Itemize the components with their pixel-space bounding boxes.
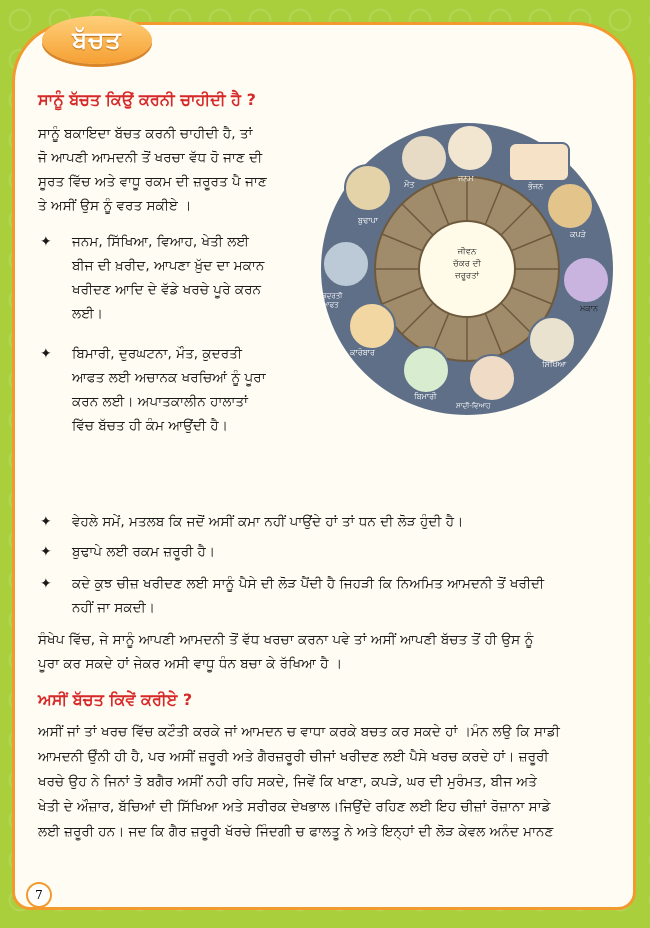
intro-line: ਤੇ ਅਸੀਂ ਉਸ ਨੂੰ ਵਰਤ ਸਕੀਏ । bbox=[38, 198, 192, 214]
center-line: ਚੱਕਰ ਦੀ bbox=[453, 259, 481, 269]
food-illustration bbox=[508, 142, 570, 182]
body-line: ਖੇਤੀ ਦੇ ਔਜ਼ਾਰ, ਬੱਚਿਆਂ ਦੀ ਸਿੱਖਿਆ ਅਤੇ ਸਰੀਰਕ ਦੇਖਭਾਲ।ਜਿਉਂਦੇ ਰਹਿਣ ਲਈ ਇਹ ਚੀਜ਼ਾਂ ਰੋਜ਼ਾਨਾ ਸਾਡੇ bbox=[38, 799, 551, 815]
house-illustration bbox=[562, 256, 610, 304]
center-line: ਜੀਵਨ bbox=[457, 247, 477, 257]
clothes-illustration bbox=[546, 182, 594, 230]
label-death: ਮੌਤ bbox=[404, 180, 415, 189]
label-house: ਮਕਾਨ bbox=[580, 304, 599, 313]
bullet-old-age bbox=[40, 540, 620, 566]
label-old-age: ਬੁਢਾਪਾ bbox=[358, 216, 378, 225]
marriage-illustration bbox=[468, 354, 516, 402]
page-number: 7 bbox=[26, 882, 52, 908]
wheel-center-text bbox=[436, 246, 498, 282]
bullet-special-purchase bbox=[40, 572, 620, 624]
death-illustration bbox=[400, 134, 448, 182]
how-save-paragraph bbox=[38, 720, 624, 845]
bullet-line: ਬੁਢਾਪੇ ਲਈ ਰਕਮ ਜ਼ਰੂਰੀ ਹੈ। bbox=[72, 544, 216, 560]
bullet-marker-icon: ✦ bbox=[40, 544, 52, 560]
bullet-idle-time bbox=[40, 510, 620, 536]
life-cycle-wheel-illustration bbox=[318, 120, 616, 418]
bullet-marker-icon: ✦ bbox=[40, 576, 52, 592]
bullet-marker-icon: ✦ bbox=[40, 346, 52, 362]
birth-illustration bbox=[446, 124, 494, 172]
label-marriage: ਸਾਦੀ-ਵਿਆਹ bbox=[456, 402, 491, 410]
bullet-line: ਜਨਮ, ਸਿੱਖਿਆ, ਵਿਆਹ, ਖੇਤੀ ਲਈ bbox=[72, 234, 250, 250]
body-line: ਖਰਚੇ ਉਹ ਨੇ ਜਿਨਾਂ ਤੋ ਬਗੈਰ ਅਸੀਂ ਨਹੀ ਰਹਿ ਸਕਦੇ, ਜਿਵੇਂ ਕਿ ਖਾਣਾ, ਕਪੜੇ, ਘਰ ਦੀ ਮੁਰੰਮਤ, ਬੀਜ ਅਤੇ bbox=[38, 774, 537, 790]
label-clothes: ਕਪੜੇ bbox=[570, 230, 586, 239]
body-line: ਲਈ ਜ਼ਰੂਰੀ ਹਨ। ਜਦ ਕਿ ਗੈਰ ਜ਼ਰੂਰੀ ਖੱਰਚੇ ਜਿੰਦਗੀ ਚ ਫਾਲਤੂ ਨੇ ਅਤੇ ਇਨ੍ਹਾਂ ਦੀ ਲੋੜ ਕੇਵਲ ਅਨੰਦ ਮਾਨਣ bbox=[38, 824, 554, 840]
summary-line: ਸੰਖੇਪ ਵਿੱਚ, ਜੇ ਸਾਨੂੰ ਆਪਣੀ ਆਮਦਨੀ ਤੋਂ ਵੱਧ ਖਰਚਾ ਕਰਨਾ ਪਵੇ ਤਾਂ ਅਸੀਂ ਆਪਣੀ ਬੱਚਤ ਤੋਂ ਹੀ ਉਸ ਨੂੰ bbox=[38, 632, 534, 648]
section-heading-why-save: ਸਾਨੂੰ ਬੱਚਤ ਕਿਉਂ ਕਰਨੀ ਚਾਹੀਦੀ ਹੈ ? bbox=[38, 90, 256, 109]
bullet-line: ਲਈ। bbox=[72, 306, 103, 322]
bullet-emergencies bbox=[40, 342, 318, 442]
intro-line: ਸੂਰਤ ਵਿੱਚ ਅਤੇ ਵਾਧੂ ਰਕਮ ਦੀ ਜ਼ਰੂਰਤ ਪੈ ਜਾਣ bbox=[38, 174, 267, 190]
bullet-line: ਵਿੱਚ ਬੱਚਤ ਹੀ ਕੰਮ ਆਉਂਦੀ ਹੈ। bbox=[72, 418, 228, 434]
label-disaster: ਕੁਦਰਤੀ ਆਫਤ bbox=[322, 292, 343, 309]
intro-line: ਸਾਨੂੰ ਬਕਾਇਦਾ ਬੱਚਤ ਕਰਨੀ ਚਾਹੀਦੀ ਹੈ, ਤਾਂ bbox=[38, 126, 253, 142]
old-age-illustration bbox=[344, 164, 392, 212]
summary-paragraph bbox=[38, 628, 624, 676]
illness-illustration bbox=[402, 346, 450, 394]
bullet-marker-icon: ✦ bbox=[40, 234, 52, 250]
center-line: ਜ਼ਰੂਰਤਾਂ bbox=[455, 271, 479, 281]
bullet-line: ਨਹੀਂ ਜਾ ਸਕਦੀ। bbox=[72, 600, 155, 616]
intro-paragraph bbox=[38, 122, 318, 218]
bullet-large-expenses bbox=[40, 230, 318, 330]
bullet-line: ਬਿਮਾਰੀ, ਦੁਰਘਟਨਾ, ਮੌਤ, ਕੁਦਰਤੀ bbox=[72, 346, 242, 362]
bullet-line: ਵੇਹਲੇ ਸਮੇਂ, ਮਤਲਬ ਕਿ ਜਦੋਂ ਅਸੀਂ ਕਮਾ ਨਹੀਂ ਪਾਉਂਦੇ ਹਾਂ ਤਾਂ ਧਨ ਦੀ ਲੋੜ ਹੁੰਦੀ ਹੈ। bbox=[72, 514, 464, 530]
bullet-line: ਖਰੀਦਣ ਆਦਿ ਦੇ ਵੱਡੇ ਖਰਚੇ ਪੂਰੇ ਕਰਨ bbox=[72, 282, 262, 298]
section-heading-how-save: ਅਸੀਂ ਬੱਚਤ ਕਿਵੇਂ ਕਰੀਏ ? bbox=[38, 690, 193, 709]
body-line: ਅਸੀਂ ਜਾਂ ਤਾਂ ਖਰਚ ਵਿੱਚ ਕਟੌਤੀ ਕਰਕੇ ਜਾਂ ਆਮਦਨ ਚ ਵਾਧਾ ਕਰਕੇ ਬਚਤ ਕਰ ਸਕਦੇ ਹਾਂ ।ਮੰਨ ਲਉ ਕਿ ਸਾਡੀ bbox=[38, 724, 560, 740]
summary-line: ਪੂਰਾ ਕਰ ਸਕਦੇ ਹਾਂ ਜੇਕਰ ਅਸੀ ਵਾਧੂ ਧੰਨ ਬਚਾ ਕੇ ਰੱਖਿਆ ਹੈ । bbox=[38, 656, 343, 672]
label-illness: ਬਿਮਾਰੀ bbox=[414, 392, 437, 401]
bullet-line: ਬੀਜ ਦੀ ਖ਼ਰੀਦ, ਆਪਣਾ ਖ਼ੁੱਦ ਦਾ ਮਕਾਨ bbox=[72, 258, 265, 274]
education-illustration bbox=[528, 316, 576, 364]
bullet-line: ਕਦੇ ਕੁਝ ਚੀਜ਼ ਖਰੀਦਣ ਲਈ ਸਾਨੂੰ ਪੈਸੇ ਦੀ ਲੋੜ ਪੈਂਦੀ ਹੈ ਜਿਹੜੀ ਕਿ ਨਿਅਮਿਤ ਆਮਦਨੀ ਤੋਂ ਖਰੀਦੀ bbox=[72, 576, 545, 592]
intro-line: ਜੋ ਆਪਣੀ ਆਮਦਨੀ ਤੋਂ ਖਰਚਾ ਵੱਧ ਹੋ ਜਾਣ ਦੀ bbox=[38, 150, 263, 166]
label-birth: ਜਨਮ bbox=[458, 174, 474, 183]
label-education: ਸਿੱਖਿਆ bbox=[542, 360, 567, 369]
bullet-marker-icon: ✦ bbox=[40, 514, 52, 530]
chapter-title-badge: ਬੱਚਤ bbox=[42, 16, 152, 64]
label-food: ਭੋਜਨ bbox=[528, 182, 544, 191]
bullet-line: ਕਰਨ ਲਈ। ਅਪਾਤਕਾਲੀਨ ਹਾਲਾਤਾਂ bbox=[72, 394, 248, 410]
bullet-line: ਆਫਤ ਲਈ ਅਚਾਨਕ ਖਰਚਿਆਂ ਨੂੰ ਪੂਰਾ bbox=[72, 370, 266, 386]
body-line: ਆਮਦਨੀ ਉੰਨੀ ਹੀ ਹੈ, ਪਰ ਅਸੀਂ ਜ਼ਰੂਰੀ ਅਤੇ ਗੈਰਜ਼ਰੂਰੀ ਚੀਜਾਂ ਖਰੀਦਣ ਲਈ ਪੈਸੇ ਖਰਚ ਕਰਦੇ ਹਾਂ। ਜ਼ਰੂਰੀ bbox=[38, 749, 549, 765]
label-business: ਕਾਰੋਬਾਰ bbox=[350, 348, 375, 357]
disaster-illustration bbox=[322, 240, 370, 288]
